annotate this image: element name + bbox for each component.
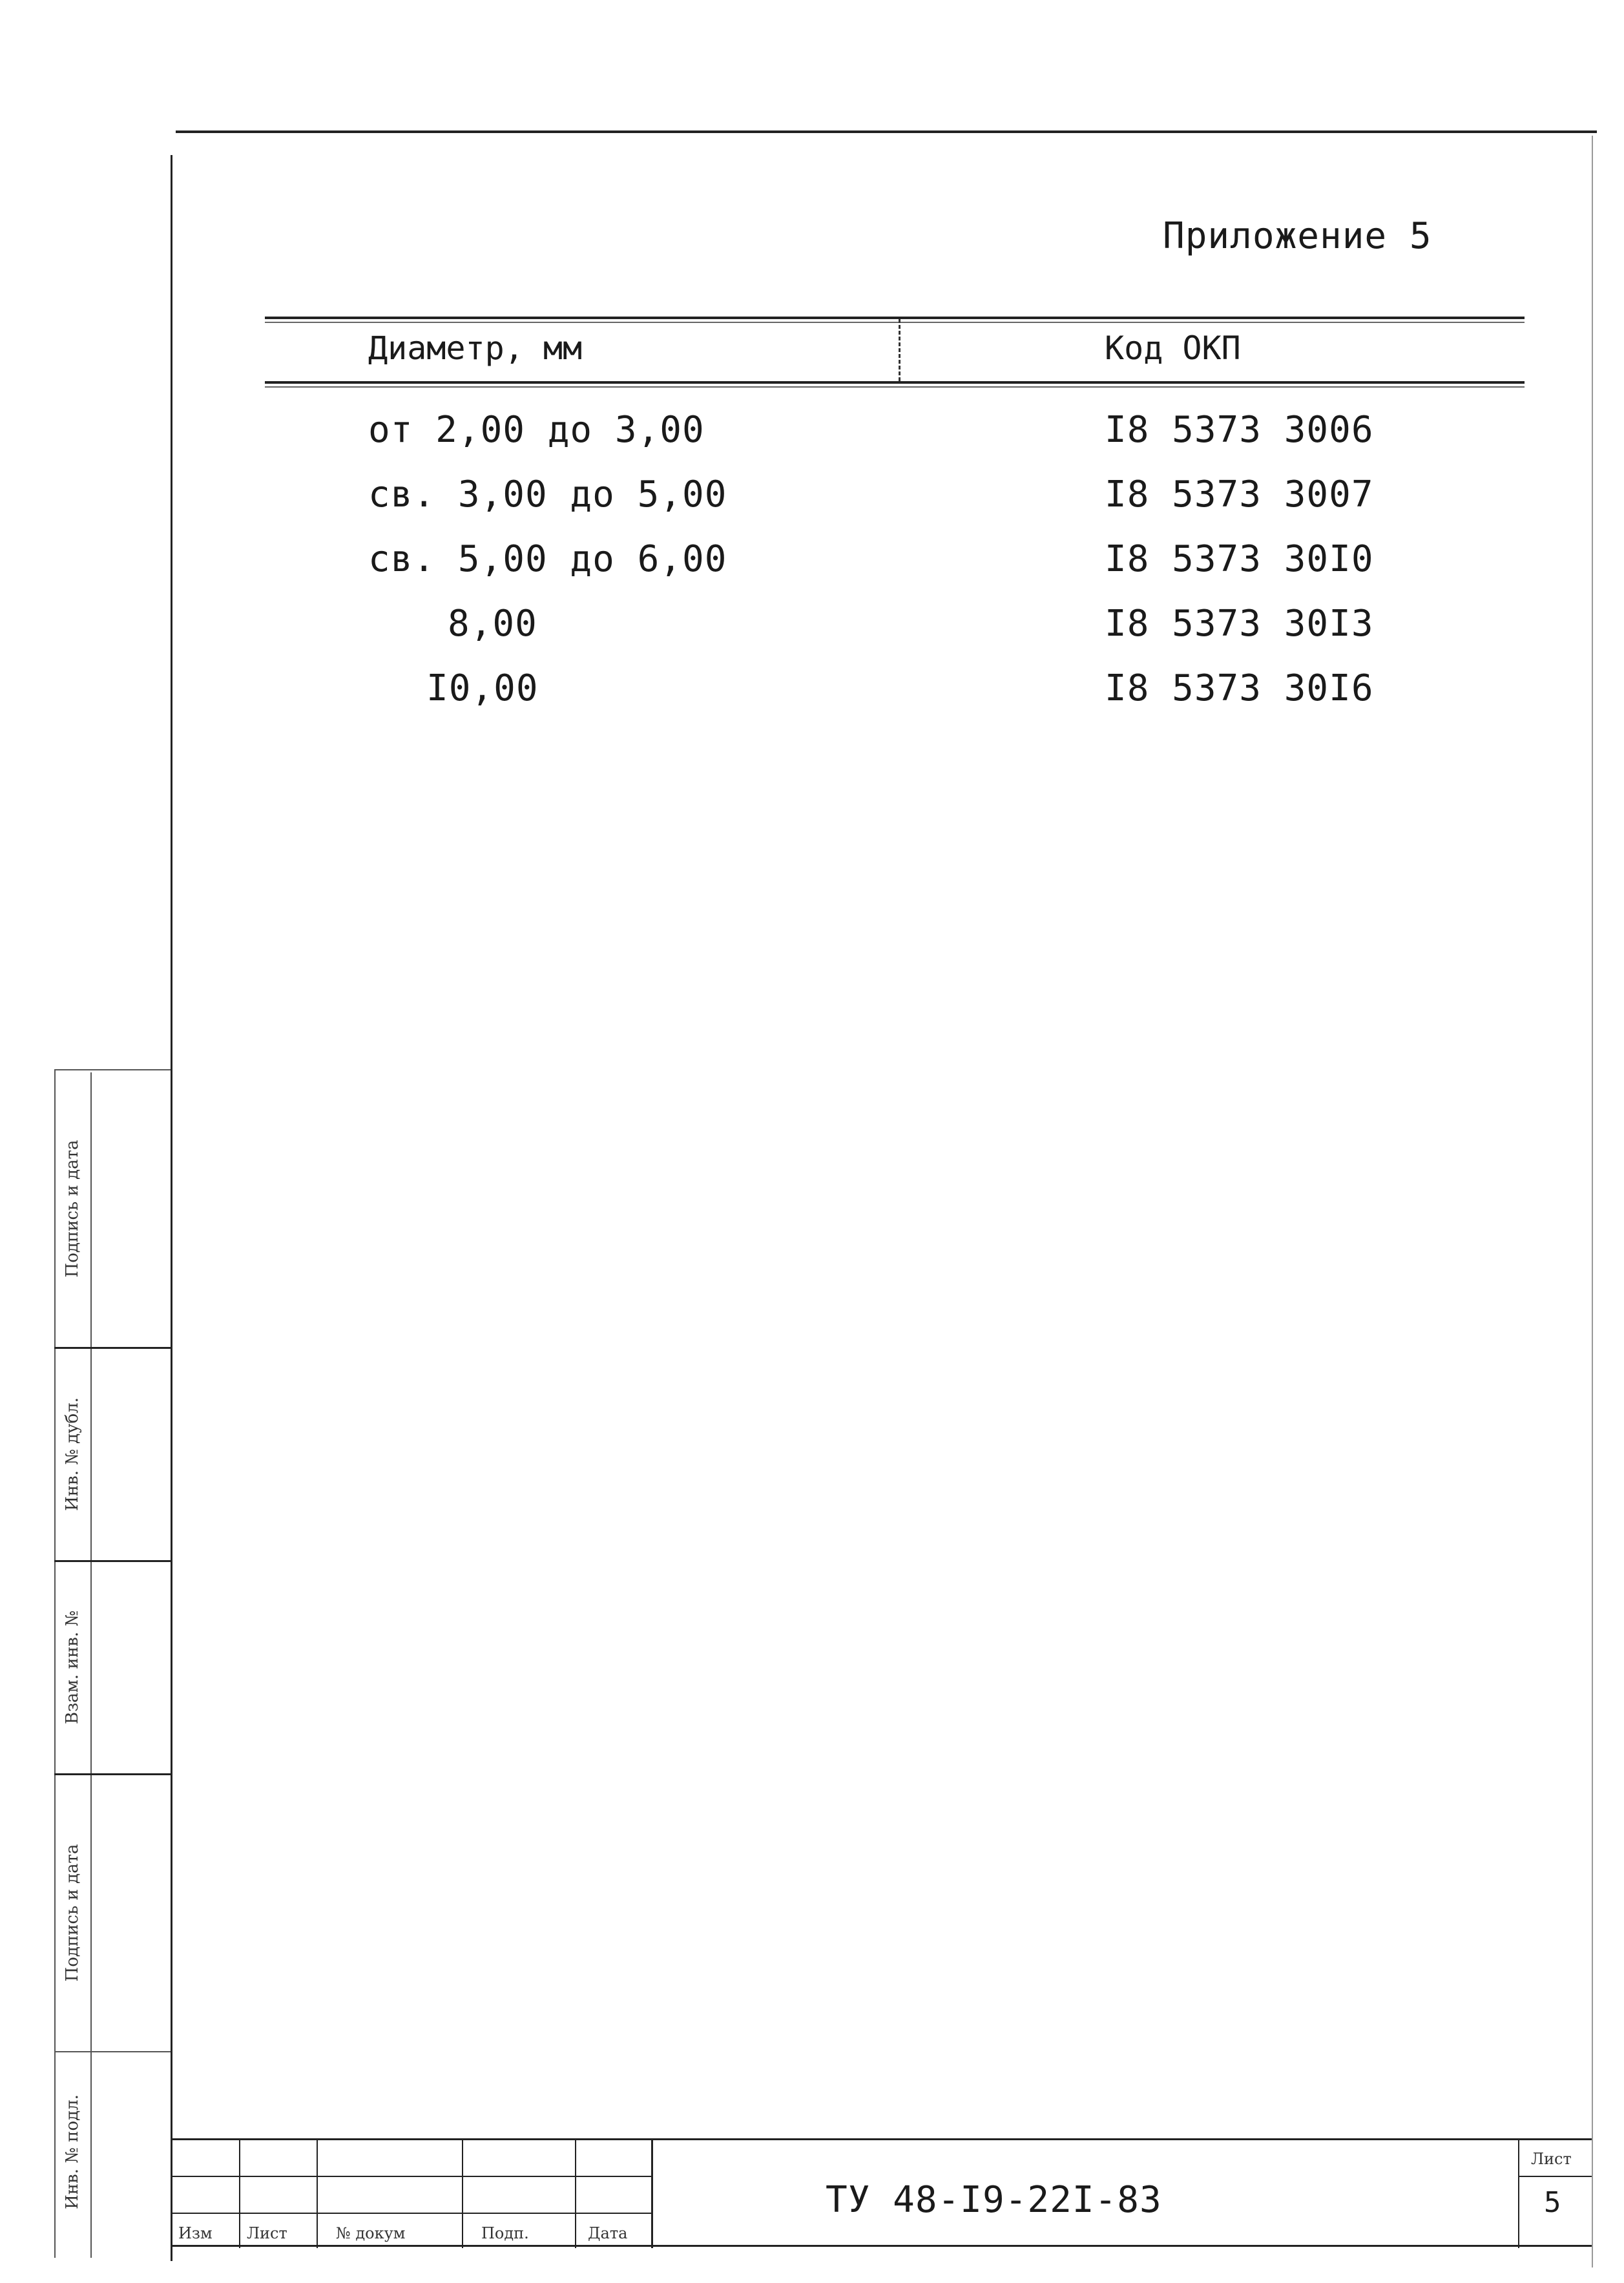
table-row-3-code: I8 5373 30I0: [1105, 538, 1374, 580]
appendix-title: Приложение 5: [1163, 215, 1432, 257]
table-row-1-diameter: от 2,00 до 3,00: [368, 409, 705, 451]
table-header-separator: [899, 319, 900, 381]
side-stamp-outer-left: [54, 1069, 56, 2258]
table-row-2-code: I8 5373 3007: [1105, 474, 1374, 516]
tb-vline-3: [462, 2138, 463, 2248]
header-okp-code: Код ОКП: [1105, 329, 1241, 367]
tb-vline-2: [317, 2138, 318, 2248]
table-row-1-code: I8 5373 3006: [1105, 409, 1374, 451]
tb-col-data: Дата: [588, 2224, 628, 2242]
tb-col-podp: Подп.: [481, 2224, 529, 2242]
tb-vline-5: [651, 2138, 653, 2248]
table-row-4-diameter: 8,00: [448, 603, 537, 645]
table-row-5-diameter: I0,00: [426, 667, 539, 709]
tb-col-list: Лист: [247, 2224, 287, 2242]
side-stamp-label-inv-podl: Инв. № подл.: [63, 2094, 82, 2209]
table-row-3-diameter: св. 5,00 до 6,00: [368, 538, 727, 580]
table-row-2-diameter: св. 3,00 до 5,00: [368, 474, 727, 516]
side-stamp-sep-2: [54, 1560, 171, 1562]
tb-col-izm: Изм: [178, 2224, 213, 2242]
side-stamp-label-signature-date-2: Подпись и дата: [63, 1844, 82, 1982]
tb-vline-4: [575, 2138, 576, 2248]
table-header-bottom-rule-2: [265, 386, 1525, 388]
header-diameter: Диаметр, мм: [368, 329, 583, 367]
table-row-5-code: I8 5373 30I6: [1105, 667, 1374, 709]
side-stamp-sep-3: [54, 1773, 171, 1775]
side-stamp-label-vzam-inv: Взам. инв. №: [63, 1611, 82, 1724]
tb-hline-1: [171, 2176, 651, 2177]
tb-hline-2: [171, 2213, 651, 2214]
side-stamp-divider: [90, 1072, 92, 2258]
side-stamp-label-inv-dubl: Инв. № дубл.: [63, 1397, 82, 1511]
tb-hline-sheet: [1518, 2176, 1592, 2177]
table-top-rule-2: [265, 322, 1525, 323]
title-block-bottom: [171, 2245, 1592, 2247]
document-designation: ТУ 48-I9-22I-83: [826, 2179, 1162, 2221]
table-header-bottom-rule: [265, 381, 1525, 384]
frame-left-border: [171, 155, 172, 2261]
side-stamp-label-signature-date-1: Подпись и дата: [63, 1140, 82, 1278]
tb-sheet-number: 5: [1544, 2186, 1561, 2219]
side-stamp-sep-1: [54, 1347, 171, 1349]
tb-vline-1: [239, 2138, 240, 2248]
tb-col-nom-dokum: № докум: [336, 2224, 406, 2242]
frame-top-border: [176, 130, 1597, 133]
tb-vline-6: [1518, 2138, 1519, 2248]
table-row-4-code: I8 5373 30I3: [1105, 603, 1374, 645]
table-top-rule: [265, 317, 1525, 319]
tb-sheet-label: Лист: [1531, 2150, 1572, 2168]
title-block-top: [171, 2138, 1592, 2140]
side-stamp-top: [54, 1069, 171, 1070]
frame-right-border: [1592, 136, 1593, 2267]
